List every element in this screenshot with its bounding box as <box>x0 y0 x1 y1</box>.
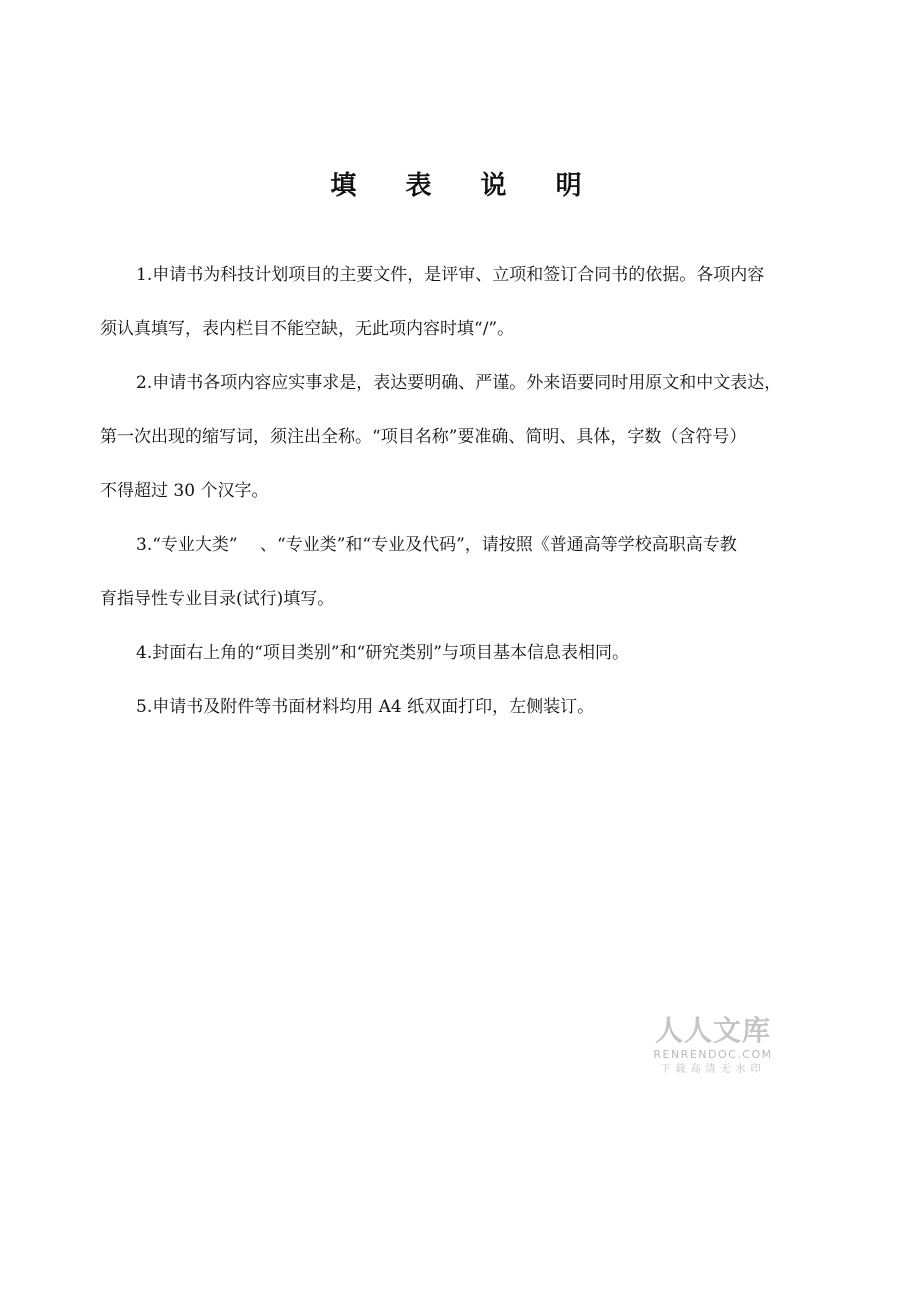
instruction-3-line-2: 育指导性专业目录(试行)填写。 <box>100 589 335 609</box>
instruction-5-line-1: 5.申请书及附件等书面材料均用 A4 纸双面打印，左侧装订。 <box>136 697 595 717</box>
instruction-2-line-2: 第一次出现的缩写词，须注出全称。“项目名称”要准确、简明、具体，字数（含符号） <box>100 427 747 447</box>
instructions-body <box>100 262 830 721</box>
instruction-4-line-1: 4.封面右上角的“项目类别”和“研究类别”与项目基本信息表相同。 <box>136 643 629 663</box>
instruction-1-line-2: 须认真填写，表内栏目不能空缺，无此项内容时填“/”。 <box>100 319 515 339</box>
instruction-2-line-1: 2.申请书各项内容应实事求是，表达要明确、严谨。外来语要同时用原文和中文表达， <box>136 373 782 393</box>
watermark-logo <box>648 1014 778 1078</box>
instruction-1-line-1: 1.申请书为科技计划项目的主要文件，是评审、立项和签订合同书的依据。各项内容 <box>136 265 765 285</box>
instruction-3-line-1: 3.“专业大类” 、“专业类”和“专业及代码”，请按照《普通高等学校高职高专教 <box>136 535 737 555</box>
watermark-subtitle: 下载高清无水印 <box>660 1064 766 1075</box>
watermark-domain: RENRENDOC.COM <box>653 1048 773 1061</box>
watermark-main-text: 人人文库 <box>654 1014 771 1047</box>
instruction-2-line-3: 不得超过 30 个汉字。 <box>100 481 269 501</box>
page-title: 填 表 说 明 <box>330 171 602 201</box>
